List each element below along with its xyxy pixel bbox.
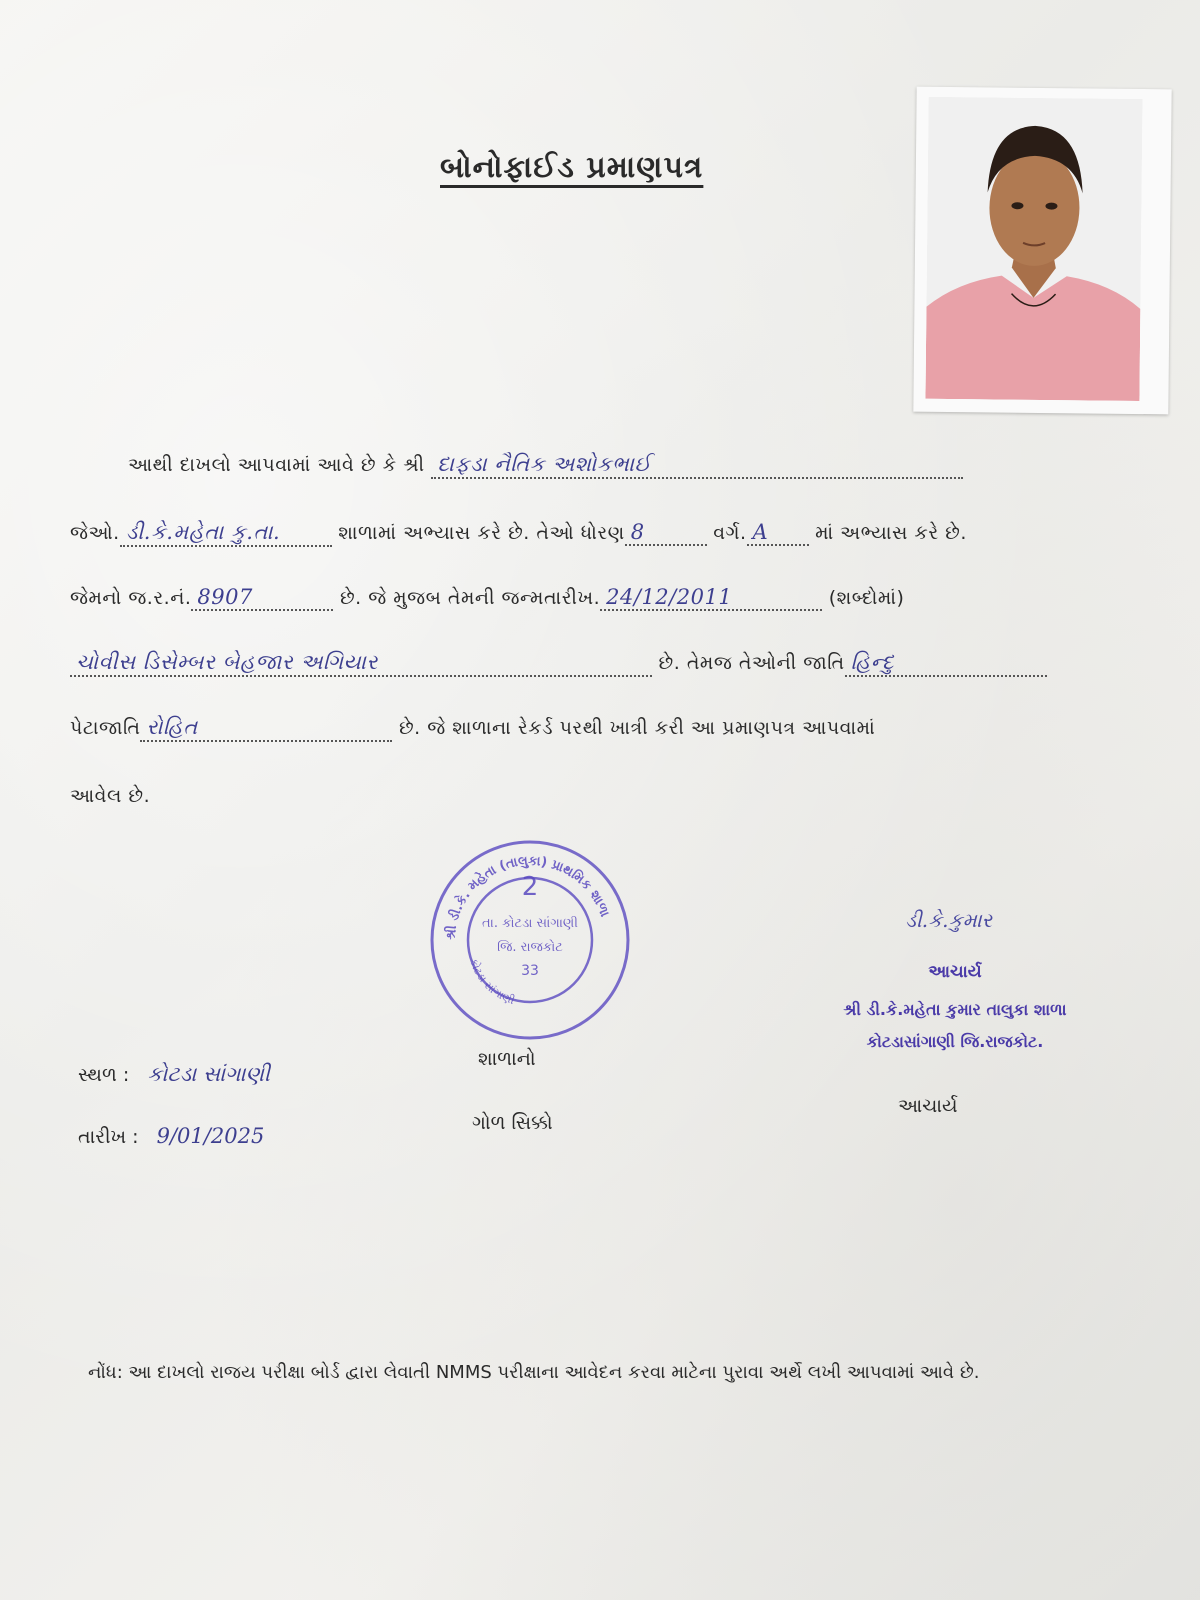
- line2-mid2: વર્ગ.: [713, 522, 747, 544]
- subcaste: રોહિત: [146, 715, 198, 739]
- birth-date: 24/12/2011: [606, 585, 733, 609]
- seal-label-1: શાળાનો: [478, 1048, 536, 1070]
- line3-suffix: (શબ્દોમાં): [828, 587, 905, 609]
- student-portrait-image: [925, 97, 1142, 401]
- principal-stamp-title: આચાર્ય: [928, 962, 982, 982]
- stamp-district: જિ. રાજકોટ: [497, 940, 563, 955]
- line6: આવેલ છે.: [70, 785, 151, 807]
- caste-field: [845, 650, 1047, 677]
- division: A: [752, 520, 769, 544]
- principal-signature: ડી.કે.કુમાર: [905, 908, 993, 932]
- line-5: [70, 715, 875, 742]
- line2-suffix: માં અભ્યાસ કરે છે.: [815, 522, 967, 544]
- svg-text:કોટડા સાંગાણી: [467, 957, 517, 1007]
- date-value: 9/01/2025: [156, 1124, 265, 1148]
- birth-date-words-field: [70, 650, 652, 677]
- standard: 8: [630, 520, 645, 544]
- line-1: [128, 452, 963, 479]
- place-label: સ્થળ :: [78, 1064, 130, 1086]
- line2-mid1: શાળામાં અભ્યાસ કરે છે. તેઓ ધોરણ: [338, 522, 625, 544]
- line-3: [70, 585, 904, 611]
- footnote: નોંધ: આ દાખલો રાજય પરીક્ષા બોર્ડ દ્વારા લેવાતી NMMS પરીક્ષાના આવેદન કરવા માટેના પુરાવા અર્થે લખી આપવામાં આવે છે.: [88, 1362, 980, 1383]
- school-name: ડી.કે.મહેતા કુ.તા.: [125, 520, 281, 544]
- stamp-code: 33: [521, 963, 539, 979]
- standard-field: [625, 520, 707, 546]
- caste: હિન્દુ: [850, 650, 895, 674]
- line-2: [70, 520, 967, 547]
- student-name-field: [431, 452, 963, 479]
- birth-date-words: ચોવીસ ડિસેમ્બર બેહજાર અગિયાર: [76, 650, 378, 674]
- place-value: કોટડા સાંગાણી: [147, 1062, 270, 1086]
- place-row: [78, 1062, 270, 1087]
- birth-date-field: [600, 585, 822, 611]
- line3-prefix: જેમનો જ.ર.નં.: [70, 587, 192, 609]
- principal-stamp-address: કોટડાસાંગાણી જિ.રાજકોટ.: [866, 1032, 1044, 1051]
- line5-suffix: છે. જે શાળાના રેકર્ડ પરથી ખાત્રી કરી આ પ્રમાણપત્ર આપવામાં: [398, 717, 876, 739]
- school-name-field: [120, 520, 332, 547]
- gr-number-field: [191, 585, 333, 611]
- stamp-arc-text: શ્રી ડી.કે. મહેતા (તાલુકા) પ્રાથમિક શાળા: [443, 853, 613, 941]
- gr-number: 8907: [197, 585, 253, 609]
- stamp-bottom-text: કોટડા સાંગાણી: [466, 956, 517, 1008]
- student-name: દાફડા નૈતિક અશોકભાઈ: [437, 452, 652, 476]
- seal-label-2: ગોળ સિક્કો: [472, 1112, 553, 1134]
- certificate-title: બોનોફાઈડ પ્રમાણપત્ર: [440, 150, 704, 185]
- date-row: [78, 1124, 264, 1148]
- subcaste-field: [140, 715, 392, 742]
- date-label: તારીખ :: [78, 1126, 139, 1148]
- school-round-stamp: [425, 835, 635, 1045]
- line3-mid: છે. જે મુજબ તેમની જન્મતારીખ.: [339, 587, 601, 609]
- principal-stamp-school: શ્રી ડી.કે.મહેતા કુમાર તાલુકા શાળા: [843, 1000, 1067, 1019]
- line-6: [70, 785, 150, 807]
- line2-prefix: જેઓ.: [70, 522, 120, 544]
- stamp-number: 2: [521, 872, 539, 902]
- student-photo: [913, 87, 1171, 415]
- stamp-taluka: તા. કોટડા સાંગાણી: [482, 916, 578, 931]
- division-field: [747, 520, 809, 546]
- line5-prefix: પેટાજાતિ: [70, 717, 141, 739]
- line4-mid: છે. તેમજ તેઓની જાતિ: [658, 652, 845, 674]
- line1-prefix: આથી દાખલો આપવામાં આવે છે કે શ્રી: [128, 454, 425, 476]
- principal-label: આચાર્ય: [898, 1095, 958, 1117]
- line-4: [70, 650, 1047, 677]
